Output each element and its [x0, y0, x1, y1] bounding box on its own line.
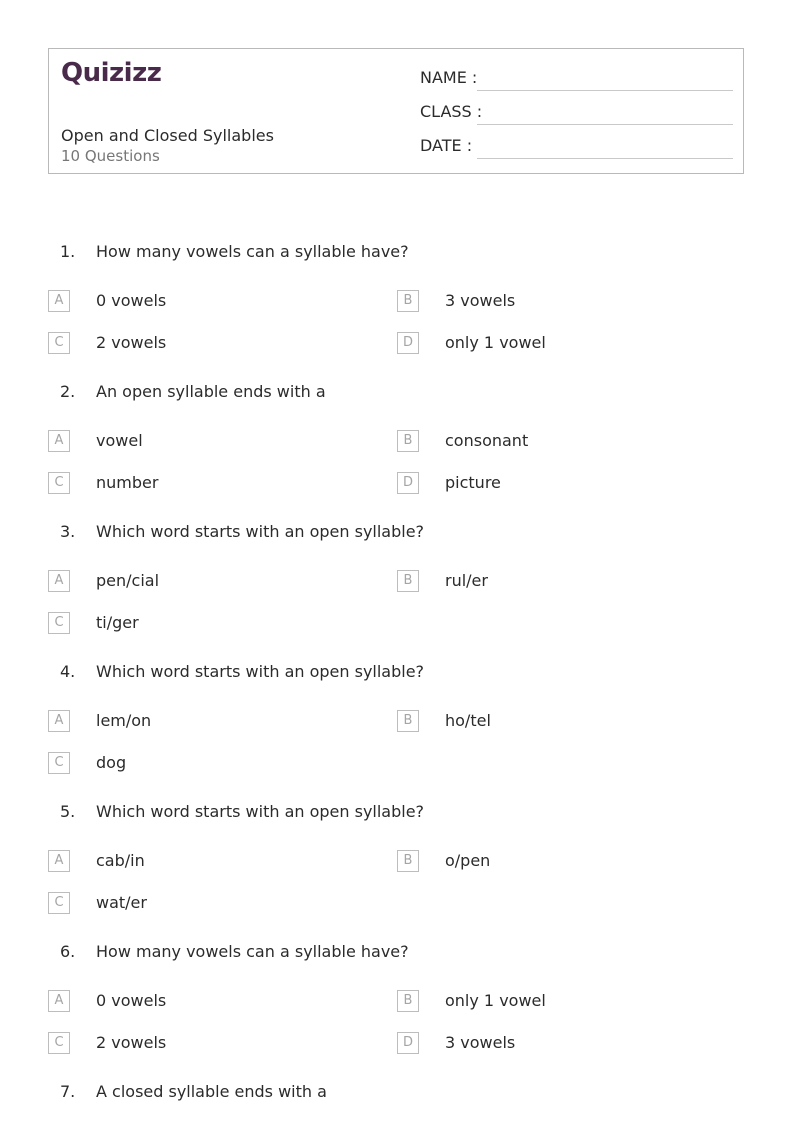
quizizz-logo: Quizizz [61, 58, 162, 88]
question-count: 10 Questions [61, 147, 160, 165]
option-letter-box[interactable]: C [48, 752, 70, 774]
option-text: 2 vowels [96, 333, 167, 352]
option-text: wat/er [96, 893, 147, 912]
question-text: How many vowels can a syllable have? [96, 942, 409, 961]
option-letter-box[interactable]: D [397, 332, 419, 354]
option-letter-box[interactable]: A [48, 710, 70, 732]
question-text: An open syllable ends with a [96, 382, 326, 401]
option-text: cab/in [96, 851, 145, 870]
option-text: vowel [96, 431, 143, 450]
class-field[interactable] [477, 123, 733, 125]
worksheet-header [48, 48, 744, 174]
option-text: o/pen [445, 851, 491, 870]
option-letter-box[interactable]: B [397, 710, 419, 732]
question-text: Which word starts with an open syllable? [96, 802, 425, 821]
option-text: 3 vowels [445, 1033, 516, 1052]
option-letter-box[interactable]: B [397, 850, 419, 872]
option-text: 2 vowels [96, 1033, 167, 1052]
option-letter-box[interactable]: A [48, 430, 70, 452]
option-text: only 1 vowel [445, 991, 546, 1010]
option-text: 0 vowels [96, 291, 167, 310]
option-text: consonant [445, 431, 529, 450]
question-number: 5. [60, 802, 76, 821]
question-number: 1. [60, 242, 76, 261]
name-label: NAME : [420, 68, 478, 87]
question-number: 4. [60, 662, 76, 681]
option-letter-box[interactable]: B [397, 990, 419, 1012]
date-label: DATE : [420, 136, 473, 155]
option-letter-box[interactable]: D [397, 1032, 419, 1054]
option-text: picture [445, 473, 501, 492]
question-number: 6. [60, 942, 76, 961]
option-letter-box[interactable]: D [397, 472, 419, 494]
option-letter-box[interactable]: A [48, 290, 70, 312]
option-letter-box[interactable]: B [397, 570, 419, 592]
option-letter-box[interactable]: C [48, 332, 70, 354]
question-text: Which word starts with an open syllable? [96, 522, 425, 541]
question-text: How many vowels can a syllable have? [96, 242, 409, 261]
question-number: 7. [60, 1082, 76, 1101]
option-letter-box[interactable]: A [48, 850, 70, 872]
option-text: only 1 vowel [445, 333, 546, 352]
option-text: number [96, 473, 159, 492]
option-text: pen/cial [96, 571, 160, 590]
option-letter-box[interactable]: A [48, 990, 70, 1012]
question-text: A closed syllable ends with a [96, 1082, 327, 1101]
class-label: CLASS : [420, 102, 483, 121]
option-text: ti/ger [96, 613, 139, 632]
option-text: lem/on [96, 711, 152, 730]
option-text: ho/tel [445, 711, 491, 730]
date-field[interactable] [477, 157, 733, 159]
option-letter-box[interactable]: C [48, 612, 70, 634]
option-letter-box[interactable]: B [397, 430, 419, 452]
option-text: dog [96, 753, 127, 772]
worksheet-title: Open and Closed Syllables [61, 126, 274, 145]
option-letter-box[interactable]: A [48, 570, 70, 592]
option-letter-box[interactable]: C [48, 472, 70, 494]
option-letter-box[interactable]: B [397, 290, 419, 312]
question-text: Which word starts with an open syllable? [96, 662, 425, 681]
option-text: rul/er [445, 571, 488, 590]
name-field[interactable] [477, 89, 733, 91]
option-letter-box[interactable]: C [48, 892, 70, 914]
option-text: 0 vowels [96, 991, 167, 1010]
question-number: 2. [60, 382, 76, 401]
option-letter-box[interactable]: C [48, 1032, 70, 1054]
option-text: 3 vowels [445, 291, 516, 310]
question-number: 3. [60, 522, 76, 541]
